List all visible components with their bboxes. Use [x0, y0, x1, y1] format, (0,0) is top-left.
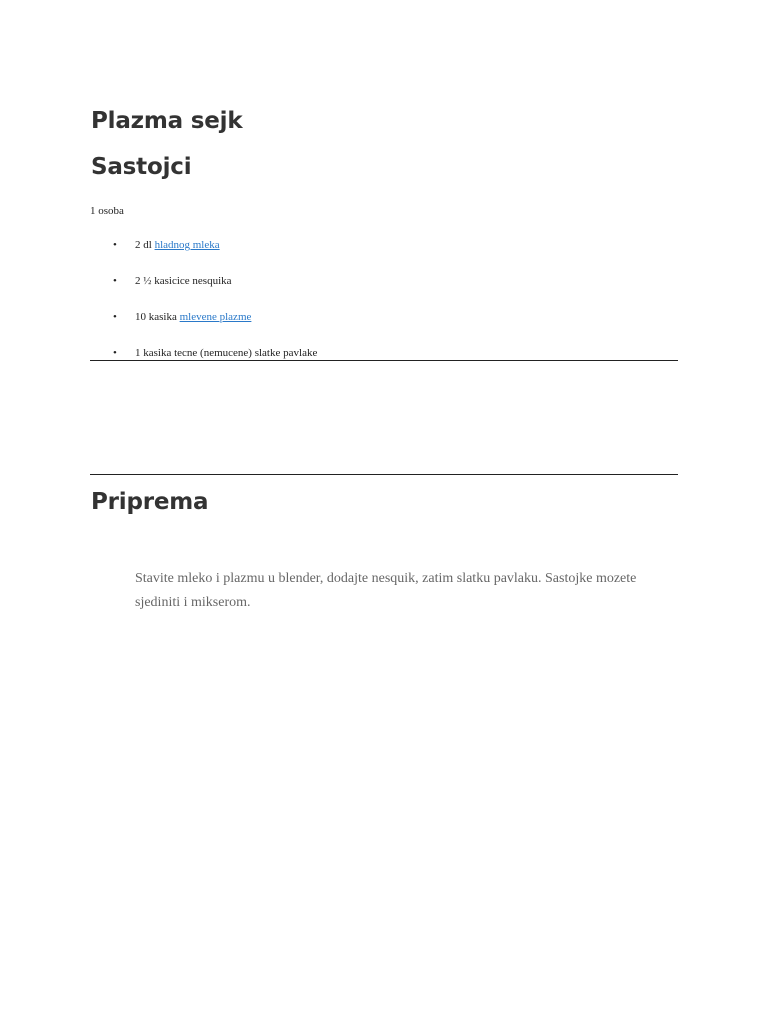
ingredient-link-plazma[interactable]: mlevene plazme: [179, 311, 252, 323]
ingredient-item: [113, 347, 318, 359]
bullet-icon: •: [113, 311, 117, 323]
preparation-heading: Priprema: [91, 489, 209, 515]
ingredient-text: 10 kasika: [135, 311, 180, 323]
divider-line: [90, 360, 678, 361]
ingredient-text: 1 kasika tecne (nemucene) slatke pavlake: [135, 347, 318, 359]
bullet-icon: •: [113, 347, 117, 359]
bullet-icon: •: [113, 275, 117, 287]
preparation-text: Stavite mleko i plazmu u blender, dodajte nesquik, zatim slatku pavlaku. Sastojke mozete sjediniti i mikserom.: [135, 571, 637, 610]
servings-text: 1 osoba: [90, 205, 124, 217]
ingredient-text: 2 ½ kasicice nesquika: [135, 275, 232, 287]
ingredient-link-milk[interactable]: hladnog mleka: [154, 239, 220, 251]
ingredients-heading: Sastojci: [91, 154, 192, 180]
divider-line: [90, 474, 678, 475]
ingredient-item: [113, 275, 232, 287]
ingredient-text: 2 dl: [135, 239, 155, 251]
ingredient-item: [113, 311, 252, 323]
ingredient-item: [113, 239, 220, 251]
bullet-icon: •: [113, 239, 117, 251]
recipe-title: Plazma sejk: [91, 108, 243, 134]
